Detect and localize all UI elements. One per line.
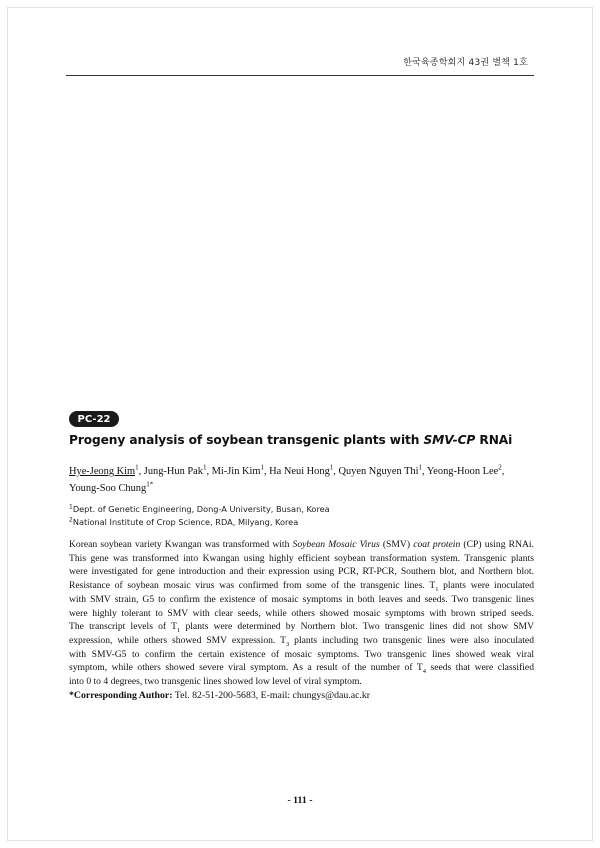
author-affiliation-mark: 2 <box>498 463 502 472</box>
generation-subscript: 1 <box>435 586 439 594</box>
author-name: Ha Neui Hong <box>269 466 330 477</box>
author <box>69 480 154 494</box>
corresponding-contact: Tel. 82-51-200-5683, E-mail: chungys@dau.ac.kr <box>172 690 371 701</box>
abstract-line: expression, while others showed SMV expression. $T_3$ plants including two transgenic lines were also inoculated <box>69 634 534 648</box>
author-name: Young-Soo Chung <box>69 482 147 494</box>
abstract-line: were highly tolerant to SMV with clear seeds, while others showed mosaic symptoms with brown striped seeds. <box>69 607 534 619</box>
italic-term: Soybean Mosaic Virus <box>292 539 380 550</box>
author-name: Mi-Jin Kim <box>211 466 261 477</box>
author <box>338 463 423 477</box>
abstract-line: Resistance of soybean mosaic virus was confirmed from some of the transgenic lines. $T_1$ plants were inoculated <box>69 580 534 594</box>
affiliation-line <box>69 516 537 529</box>
abstract-line: were investigated for gene introduction and their expression using PCR, RT-PCR, Southern blot, and Northern blot. <box>69 566 534 578</box>
affiliations <box>69 503 537 529</box>
generation-subscript: 1 <box>177 627 181 635</box>
author <box>269 463 334 477</box>
abstract-line: into 0 to 4 degrees, two transgenic lines showed low level of viral symptom. <box>69 676 362 688</box>
author-name: Hye-Jeong Kim <box>69 466 136 477</box>
author-name: Jung-Hun Pak <box>143 466 203 477</box>
italic-term: coat protein <box>413 539 461 550</box>
affiliation-line <box>69 503 537 516</box>
author-affiliation-mark: 1 <box>418 463 423 472</box>
author <box>211 463 264 477</box>
abstract-line: symptom, while others showed severe viral symptom. As a result of the number of $T_4$ seeds that were classified <box>69 662 534 676</box>
title-gene: SMV-CP <box>423 433 476 447</box>
affiliation-number: 1 <box>69 503 73 511</box>
title-prefix: Progeny analysis of soybean transgenic plants with <box>69 433 424 447</box>
abstract-line: The transcript levels of $T_1$ plants were determined by Northern blot. Two transgenic lines did not show SMV <box>69 621 534 635</box>
author-name: Yeong-Hoon Lee <box>426 466 499 477</box>
affiliation-text: Dept. of Genetic Engineering, Dong-A University, Busan, Korea <box>72 504 330 514</box>
author-affiliation-mark: 1 <box>329 463 334 472</box>
author <box>69 463 139 477</box>
page-number: - 111 - <box>287 795 313 806</box>
author <box>426 463 502 477</box>
author-affiliation-mark: 1* <box>146 480 154 489</box>
affiliation-text: National Institute of Crop Science, RDA, Milyang, Korea <box>72 517 299 527</box>
corresponding-author <box>69 690 537 701</box>
title-suffix: RNAi <box>475 433 513 447</box>
running-head: 한국육종학회지 43권 별책 1호 <box>403 58 528 68</box>
abstract-line: with SMV strain, G5 to confirm the existence of mosaic symptoms in both leaves and seeds. Two transgenic lines <box>69 593 534 605</box>
author-name: Quyen Nguyen Thi <box>338 466 419 477</box>
generation-subscript: 3 <box>285 640 290 648</box>
abstract-line: Korean soybean variety Kwangan was transformed with Soybean Mosaic Virus (SMV) coat protein (CP) using RNAi. <box>69 539 534 550</box>
poster-id-badge: PC-22 <box>69 411 119 427</box>
corresponding-label: *Corresponding Author: <box>69 690 173 701</box>
affiliation-number: 2 <box>69 516 73 524</box>
author <box>143 463 207 477</box>
abstract <box>69 538 534 689</box>
author-affiliation-mark: 1 <box>202 463 207 472</box>
abstract-line: This gene was transformed into Kwangan using highly efficient soybean transformation system. Transgenic plants <box>69 552 534 564</box>
paper-title <box>69 433 539 447</box>
abstract-line: with SMV-G5 to confirm the certain existence of mosaic symptoms. Two transgenic lines showed weak viral <box>69 648 534 660</box>
author-affiliation-mark: 1 <box>135 463 139 472</box>
generation-subscript: 4 <box>422 668 426 676</box>
author-affiliation-mark: 1 <box>260 463 264 472</box>
author-list: Hye-Jeong Kim$^1$, Jung-Hun Pak$^1$, Mi-Jin Kim$^1$, Ha Neui Hong$^1$, Quyen Nguyen Thi$^1$, Yeong-Hoon Lee$^2$, Young-Soo Chung$^{1*}$ <box>69 463 505 494</box>
header-rule <box>66 75 534 76</box>
